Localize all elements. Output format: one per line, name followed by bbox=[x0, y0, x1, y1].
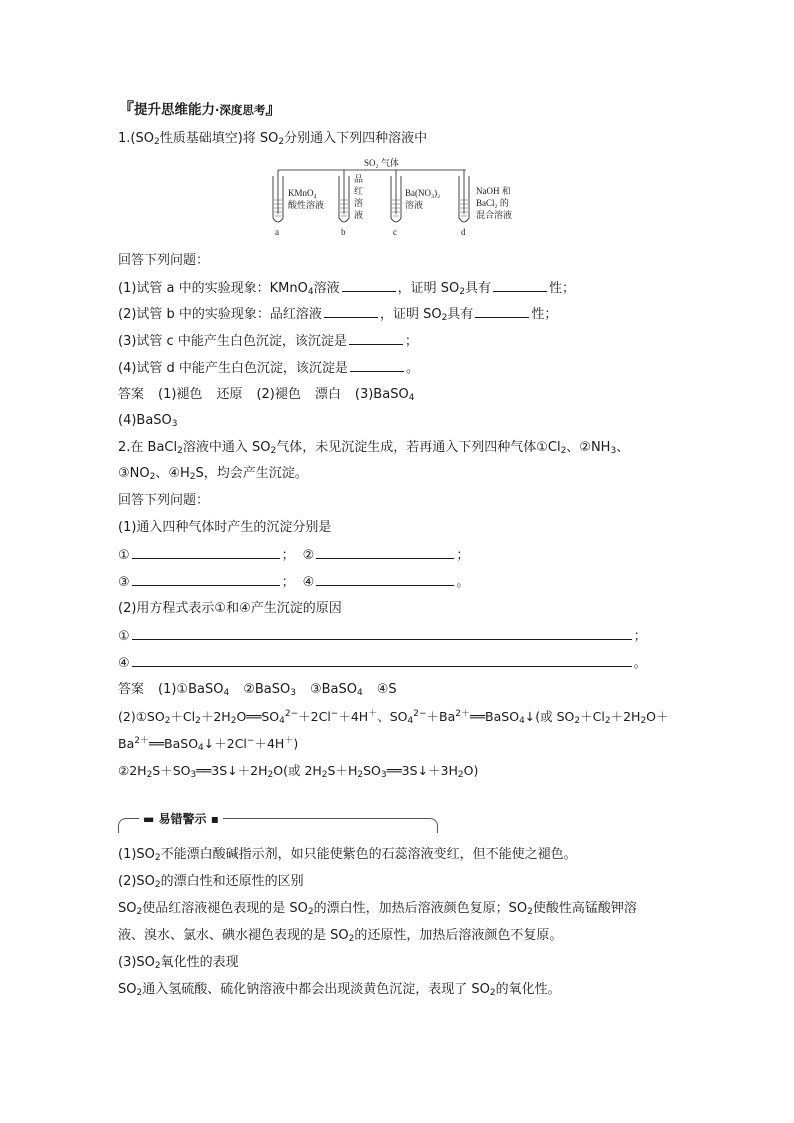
q2-answer-4: $②2H_2S+SO_3══3S↓+2H_2O$(或 $2H_2S+H_2SO_3══3S↓+3H_2O$) bbox=[118, 763, 479, 780]
q2-answer-label: 答案 bbox=[118, 682, 145, 697]
header-close-bracket: 』 bbox=[265, 99, 282, 118]
tube-d-label-3: 混合溶液 bbox=[476, 210, 513, 220]
tube-c-label-2: 溶液 bbox=[405, 200, 424, 210]
tube-a bbox=[273, 170, 324, 237]
q2-blanks-row-2: ③ ； ④ 。 bbox=[118, 575, 470, 590]
q2-answer-3: $Ba^{2+}══BaSO_4↓+2Cl^-+4H^+$) bbox=[118, 736, 299, 753]
q2-equation-row-2: ④ 。 bbox=[118, 656, 647, 671]
q1-blank-2b[interactable] bbox=[475, 305, 529, 318]
tube-d-letter: d bbox=[461, 227, 466, 237]
tube-b-letter: b bbox=[341, 227, 346, 237]
tube-c-label-1: Ba(NO₃)₂ bbox=[405, 188, 441, 198]
tube-d-label-1: NaOH 和 bbox=[476, 186, 511, 196]
warning-box bbox=[118, 812, 438, 833]
warning-line-6: $SO_2$通入氢硫酸、硫化钠溶液中都会出现淡黄色沉淀，表现了 $SO_2$的氧化性。 bbox=[118, 982, 561, 998]
test-tube-diagram bbox=[266, 158, 526, 240]
warning-label: ▬ 易错警示 ▪ bbox=[139, 810, 223, 827]
q2-equation-blank-1[interactable] bbox=[132, 627, 632, 640]
q1-answer: 答案 (1)褪色 还原 (2)褪色 漂白 (3)BaSO$_4$ bbox=[118, 387, 415, 403]
q1-stem: $1.(SO_2$性质基础填空)将 $SO_2$分别通入下列四种溶液中 bbox=[118, 131, 428, 147]
gas-label: SO₂ 气体 bbox=[364, 158, 399, 168]
q2-blank-3[interactable] bbox=[132, 573, 280, 586]
q2-sub2: (2)用方程式表示①和④产生沉淀的原因 bbox=[118, 601, 342, 616]
warning-line-1: $(1)SO_2$不能漂白酸碱指示剂，如只能使紫色的石蕊溶液变红，但不能使之褪色。 bbox=[118, 847, 577, 863]
warning-line-3: $SO_2$使品红溶液褪色表现的是 $SO_2$的漂白性，加热后溶液颜色复原；$SO_2$使酸性高锰酸钾溶 bbox=[118, 901, 637, 917]
q2-stem-1: 2.在 BaCl$_2$溶液中通入 $SO_2$气体，未见沉淀生成，若再通入下列四种气体$①Cl_2$、$②NH_3$、 bbox=[118, 440, 630, 456]
header-open-bracket: 『 bbox=[118, 99, 135, 118]
tube-b-label-2: 红 bbox=[354, 186, 364, 196]
q2-stem-2: $③NO_2$、$④H_2S$，均会产生沉淀。 bbox=[118, 466, 308, 482]
tube-b-label-3: 溶 bbox=[354, 198, 364, 208]
tube-d bbox=[459, 170, 512, 237]
q1-blank-1b[interactable] bbox=[493, 279, 547, 292]
tube-c-letter: c bbox=[393, 227, 397, 237]
warning-line-2: $(2)SO_2$的漂白性和还原性的区别 bbox=[118, 874, 304, 890]
q1-blank-3[interactable] bbox=[349, 332, 403, 345]
q2-equation-blank-2[interactable] bbox=[132, 654, 632, 667]
tube-a-letter: a bbox=[275, 227, 279, 237]
q1-item-2: (2)试管 b 中的实验现象：品红溶液 ，证明 $SO_2$具有 性； bbox=[118, 307, 558, 323]
q1-blank-1a[interactable] bbox=[342, 279, 396, 292]
header-dot: · bbox=[215, 103, 220, 117]
tube-b bbox=[339, 170, 363, 237]
q1-prompt: 回答下列问题： bbox=[118, 253, 210, 268]
q1-blank-4[interactable] bbox=[350, 359, 404, 372]
q2-blank-2[interactable] bbox=[316, 546, 454, 559]
section-header bbox=[118, 100, 281, 120]
tube-c bbox=[391, 170, 440, 237]
q2-blank-4[interactable] bbox=[316, 573, 454, 586]
tube-a-label-2: 酸性溶液 bbox=[288, 200, 325, 210]
q1-answer-label: 答案 bbox=[118, 387, 145, 402]
q1-answer-2: (4)BaSO$_3$ bbox=[118, 413, 178, 429]
q2-equation-row-1: ① ； bbox=[118, 629, 647, 644]
q1-item-3: (3)试管 c 中能产生白色沉淀，该沉淀是 ； bbox=[118, 334, 418, 349]
tube-b-label-4: 液 bbox=[354, 210, 364, 220]
q1-blank-2a[interactable] bbox=[324, 305, 378, 318]
q1-item-1: (1)试管 a 中的实验现象：KMnO$_4$溶液 ，证明 $SO_2$具有 性； bbox=[118, 281, 575, 297]
q2-blank-1[interactable] bbox=[132, 546, 280, 559]
tube-a-label-1: KMnO₄ bbox=[288, 188, 317, 198]
q1-item-4: (4)试管 d 中能产生白色沉淀，该沉淀是 。 bbox=[118, 361, 419, 376]
header-title: 提升思维能力 bbox=[134, 102, 216, 118]
q2-blanks-row-1: ① ； ② ； bbox=[118, 548, 470, 563]
q2-answer-2: $(2)①SO_2+Cl_2+2H_2O══SO_4^{2-}+2Cl^-+4H^+$、$SO_4^{2-}+Ba^{2+}══BaSO_4↓$(或 $SO_2+Cl_2+2H_2O+$ bbox=[118, 709, 669, 726]
header-subtitle: 深度思考 bbox=[219, 103, 266, 117]
tube-b-label-1: 品 bbox=[354, 174, 364, 184]
q2-prompt: 回答下列问题： bbox=[118, 493, 210, 508]
tube-d-label-2: BaCl₂ 的 bbox=[476, 198, 509, 208]
warning-line-4: 液、溴水、氯水、碘水褪色表现的是 $SO_2$的还原性，加热后溶液颜色不复原。 bbox=[118, 928, 563, 944]
warning-line-5: $(3)SO_2$氧化性的表现 bbox=[118, 955, 239, 971]
q2-sub1: (1)通入四种气体时产生的沉淀分别是 bbox=[118, 520, 332, 535]
q2-answer-1: 答案 (1)①BaSO$_4$ ②BaSO$_3$ ③BaSO$_4$ ④S bbox=[118, 682, 397, 698]
